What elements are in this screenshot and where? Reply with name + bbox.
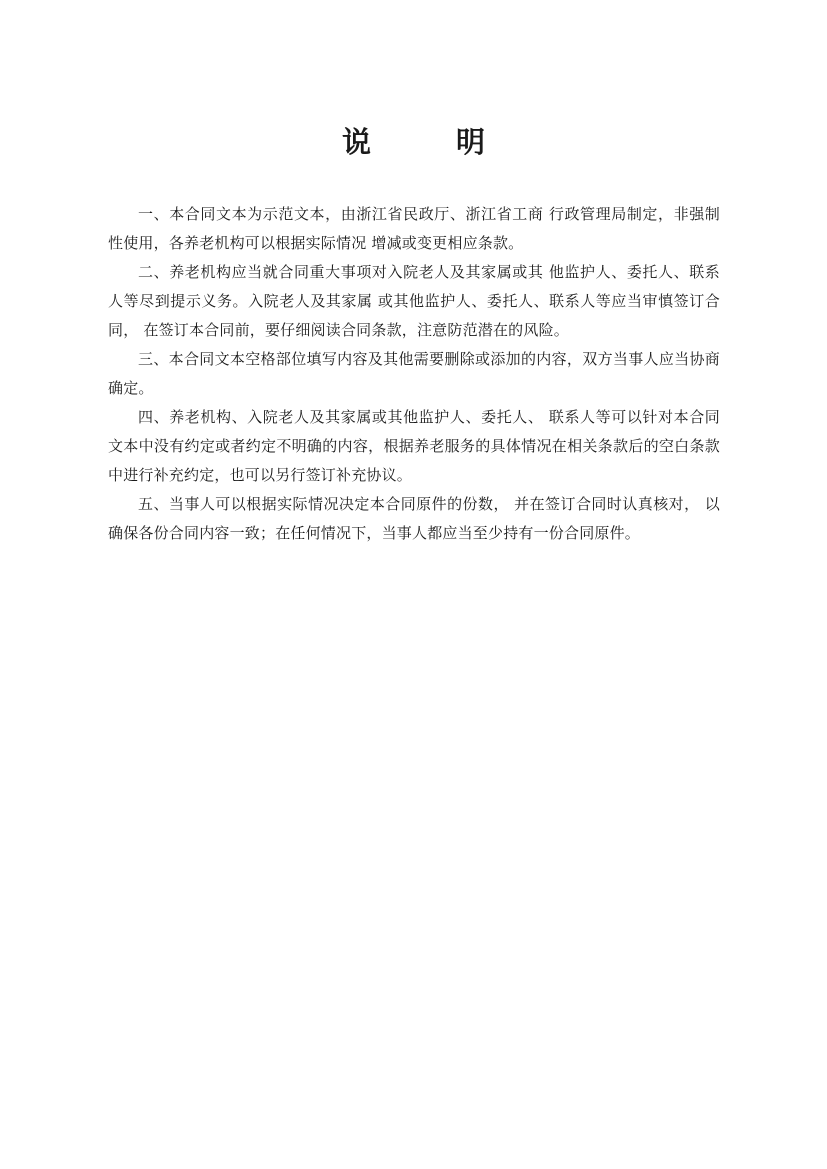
instructions-body xyxy=(108,200,720,548)
instruction-paragraph-1: 一、本合同文本为示范文本，由浙江省民政厅、浙江省工商 行政管理局制定，非强制性使用，各养老机构可以根据实际情况 增减或变更相应条款。 xyxy=(108,205,720,252)
page-title: 说 明 xyxy=(341,125,513,159)
instruction-paragraph-2: 二、养老机构应当就合同重大事项对入院老人及其家属或其 他监护人、委托人、联系人等尽到提示义务。入院老人及其家属 或其他监护人、委托人、联系人等应当审慎签订合同， 在签订本合同前，要仔细阅读合同条款，注意防范潜在的风险。 xyxy=(108,263,720,339)
instruction-paragraph-3: 三、本合同文本空格部位填写内容及其他需要删除或添加的内容，双方当事人应当协商确定。 xyxy=(108,350,720,397)
instruction-paragraph-4: 四、养老机构、入院老人及其家属或其他监护人、委托人、 联系人等可以针对本合同文本中没有约定或者约定不明确的内容，根据养老服务的具体情况在相关条款后的空白条款中进行补充约定，也可以另行签订补充协议。 xyxy=(108,408,720,484)
instruction-paragraph-5: 五、当事人可以根据实际情况决定本合同原件的份数， 并在签订合同时认真核对， 以确保各份合同内容一致；在任何情况下，当事人都应当至少持有一份合同原件。 xyxy=(108,495,720,542)
